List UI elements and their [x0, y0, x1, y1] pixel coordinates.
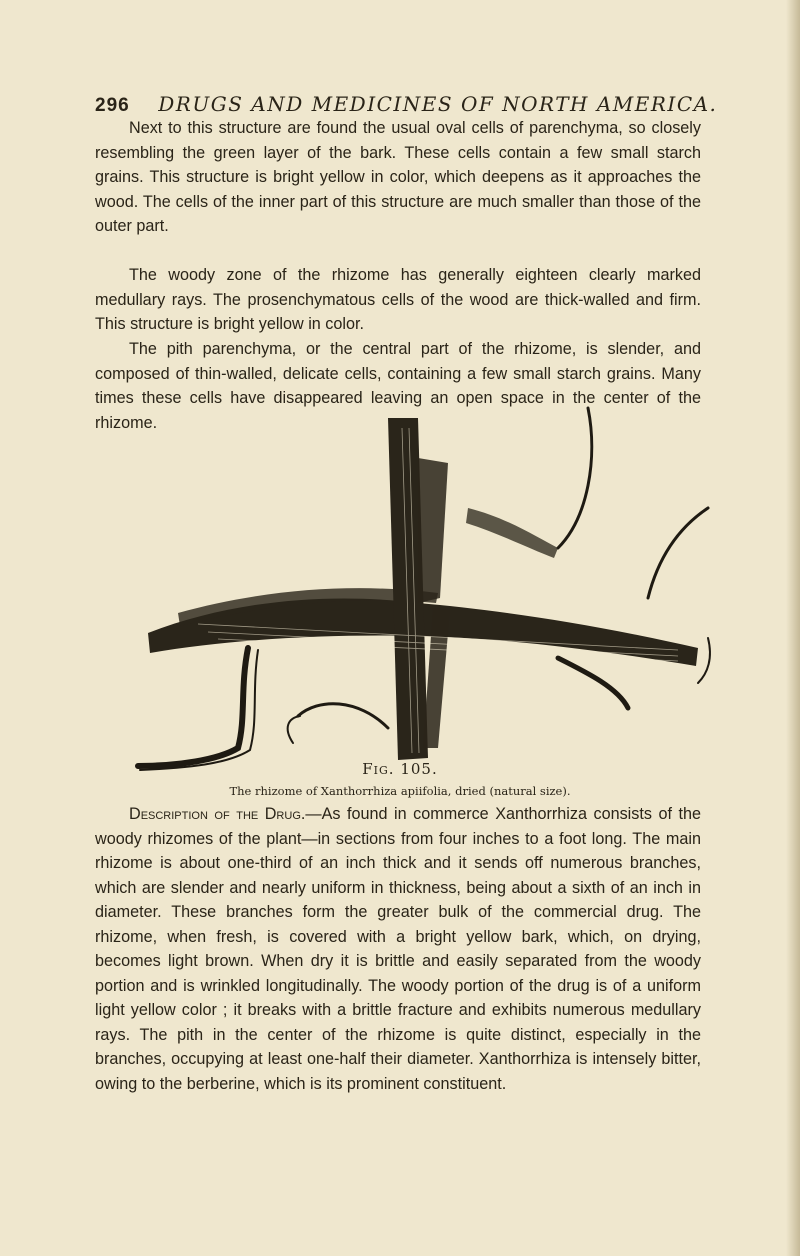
root-stroke — [648, 508, 708, 598]
figure-caption: The rhizome of Xanthorrhiza apiifolia, dried (natural size). — [229, 784, 571, 798]
running-header — [95, 92, 718, 117]
root-stroke — [298, 704, 388, 728]
page-number: 296 — [95, 95, 130, 116]
description-paragraph — [95, 802, 701, 1096]
root-stroke — [558, 658, 628, 708]
root-stroke — [558, 408, 592, 548]
page-edge-shadow — [786, 0, 800, 1256]
figure-number: Fig. 105. — [362, 760, 438, 778]
root-stroke — [288, 716, 300, 743]
paragraph-woody-zone: The woody zone of the rhizome has generally eighteen clearly marked medullary rays. The prosenchymatous cells of the wood are thick-walled and firm. This structure is bright yellow in color. — [95, 266, 701, 333]
paragraph-pith: The pith parenchyma, or the central part of the rhizome, is slender, and composed of thin-walled, delicate cells, containing a few small starch grains. Many times these cells have disappeared leaving an open space in the center of the rhizome. — [95, 340, 701, 432]
description-heading: Description of the Drug. — [129, 805, 306, 823]
description-text: —As found in commerce Xanthorrhiza consists of the woody rhizomes of the plant—in sections from four inches to a foot long. The main rhizome is about one-third of an inch thick and it sends off numerous branches, which are slender and nearly uniform in thickness, being about a sixth of an inch in diameter. These branches form the greater bulk of the commercial drug. The rhizome, when fresh, is covered with a bright yellow bark, which, on drying, becomes light brown. When dry it is brittle and easily separated from the woody portion and is wrinkled longitudinally. The woody portion of the drug is of a uniform light yellow color ; it breaks with a brittle fracture and exhibits numerous medullary rays. The pith in the center of the rhizome is quite distinct, especially in the branches, occupying at least one-half their diameter. Xanthorrhiza is intensely bitter, owing to the berberine, which is its prominent constituent. — [95, 805, 702, 1093]
running-title: DRUGS AND MEDICINES OF NORTH AMERICA. — [158, 92, 718, 116]
rhizome-illustration — [118, 398, 718, 783]
branch — [466, 508, 558, 558]
vertical-stem — [418, 458, 448, 603]
paragraph-parenchyma: Next to this structure are found the usual oval cells of parenchyma, so closely resembling the green layer of the bark. These cells contain a few small starch grains. This structure is bright yellow in color, which deepens as it approaches the wood. The cells of the inner part of this structure are much smaller than those of the outer part. — [95, 119, 701, 235]
root-stroke — [138, 648, 248, 766]
root-stroke — [698, 638, 710, 683]
